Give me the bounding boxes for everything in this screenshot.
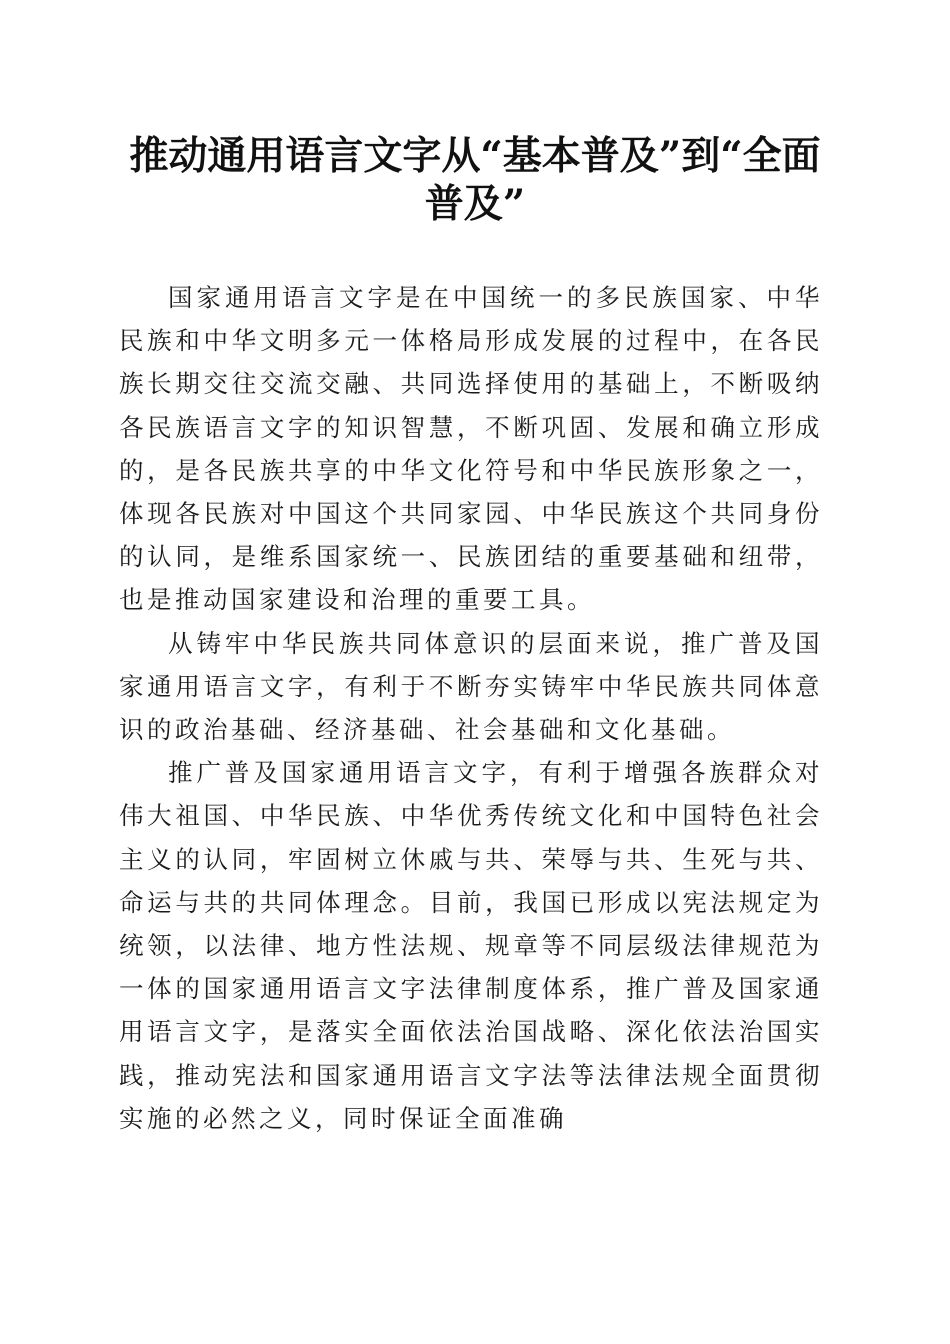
paragraph-1: 国家通用语言文字是在中国统一的多民族国家、中华民族和中华文明多元一体格局形成发展的过程中，在各民族长期交往交流交融、共同选择使用的基础上，不断吸纳各民族语言文字的知识智慧，不断巩固、发展和确立形成的，是各民族共享的中华文化符号和中华民族形象之一，体现各民族对中国这个共同家园、中华民族这个共同身份的认同，是维系国家统一、民族团结的重要基础和纽带，也是推动国家建设和治理的重要工具。 (119, 283, 823, 615)
document-body (119, 276, 823, 1140)
document-title: 推动通用语言文字从“基本普及”到“全面普及” (129, 133, 821, 227)
paragraph-2: 从铸牢中华民族共同体意识的层面来说，推广普及国家通用语言文字，有利于不断夯实铸牢中华民族共同体意识的政治基础、经济基础、社会基础和文化基础。 (119, 628, 823, 745)
paragraph-3: 推广普及国家通用语言文字，有利于增强各族群众对伟大祖国、中华民族、中华优秀传统文化和中国特色社会主义的认同，牢固树立休戚与共、荣辱与共、生死与共、命运与共的共同体理念。目前，我国已形成以宪法规定为统领，以法律、地方性法规、规章等不同层级法律规范为一体的国家通用语言文字法律制度体系，推广普及国家通用语言文字，是落实全面依法治国战略、深化依法治国实践，推动宪法和国家通用语言文字法等法律法规全面贯彻实施的必然之义，同时保证全面准确 (119, 758, 823, 1133)
